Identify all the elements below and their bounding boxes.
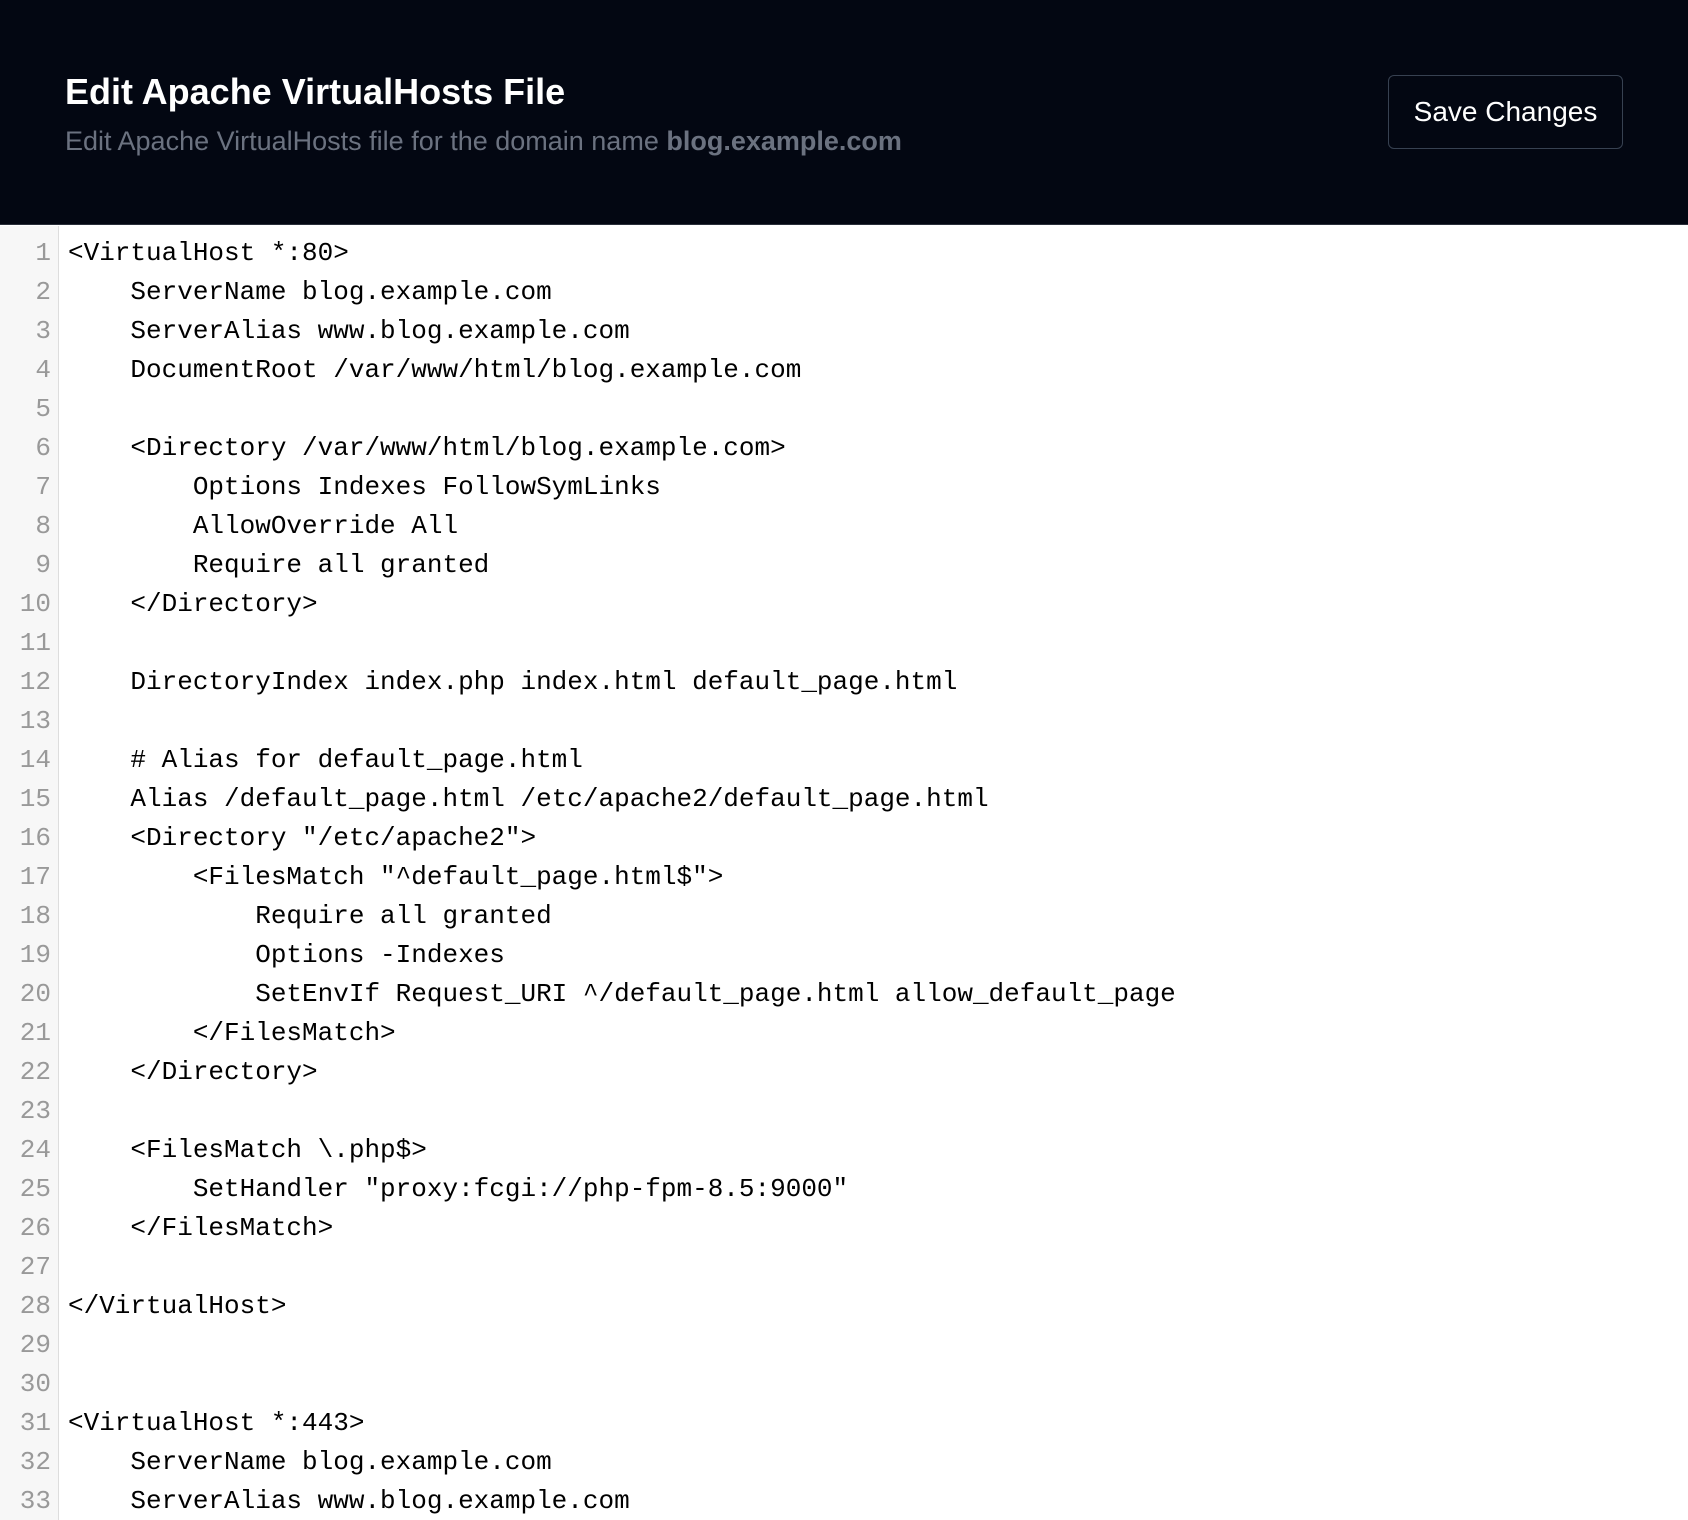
code-line[interactable]: [0, 1092, 1688, 1131]
code-line[interactable]: [0, 1248, 1688, 1287]
line-text[interactable]: Require all granted: [68, 901, 552, 931]
code-line[interactable]: [0, 819, 1688, 858]
line-number: 6: [35, 433, 51, 463]
line-text[interactable]: SetHandler "proxy:fcgi://php-fpm-8.5:9000": [68, 1174, 849, 1204]
line-text[interactable]: Options Indexes FollowSymLinks: [68, 472, 661, 502]
line-number: 31: [19, 1408, 51, 1438]
code-line[interactable]: [0, 936, 1688, 975]
line-number: 30: [19, 1369, 51, 1399]
page-header: [0, 0, 1688, 225]
line-number: 28: [19, 1291, 51, 1321]
line-number: 22: [19, 1057, 51, 1087]
code-line[interactable]: [0, 468, 1688, 507]
line-text[interactable]: Options -Indexes: [68, 940, 505, 970]
line-text[interactable]: ServerAlias www.blog.example.com: [68, 316, 630, 346]
line-text[interactable]: <VirtualHost *:443>: [68, 1408, 365, 1438]
subtitle-text: Edit Apache VirtualHosts file for the domain name: [65, 126, 667, 156]
code-line[interactable]: [0, 234, 1688, 273]
code-line[interactable]: [0, 975, 1688, 1014]
line-text[interactable]: </FilesMatch>: [68, 1213, 334, 1243]
line-text[interactable]: DirectoryIndex index.php index.html default_page.html: [68, 667, 958, 697]
line-text[interactable]: </VirtualHost>: [68, 1291, 287, 1321]
code-line[interactable]: [0, 1287, 1688, 1326]
code-line[interactable]: [0, 429, 1688, 468]
line-number: 7: [35, 472, 51, 502]
line-number: 23: [19, 1096, 51, 1126]
line-number: 18: [19, 901, 51, 931]
line-number: 17: [19, 862, 51, 892]
line-text[interactable]: <FilesMatch \.php$>: [68, 1135, 427, 1165]
code-line[interactable]: [0, 897, 1688, 936]
line-text[interactable]: SetEnvIf Request_URI ^/default_page.html allow_default_page: [68, 979, 1176, 1009]
line-text[interactable]: </FilesMatch>: [68, 1018, 396, 1048]
save-changes-button[interactable]: Save Changes: [1388, 75, 1623, 149]
code-line[interactable]: [0, 1482, 1688, 1520]
line-number: 25: [19, 1174, 51, 1204]
code-line[interactable]: [0, 780, 1688, 819]
line-text[interactable]: ServerAlias www.blog.example.com: [68, 1486, 630, 1516]
code-lines: [0, 234, 1688, 1520]
code-line[interactable]: [0, 1053, 1688, 1092]
line-text[interactable]: Alias /default_page.html /etc/apache2/default_page.html: [68, 784, 989, 814]
line-number: 4: [35, 355, 51, 385]
line-text[interactable]: DocumentRoot /var/www/html/blog.example.com: [68, 355, 802, 385]
code-line[interactable]: [0, 1326, 1688, 1365]
line-text[interactable]: <VirtualHost *:80>: [68, 238, 349, 268]
code-line[interactable]: [0, 546, 1688, 585]
line-number: 33: [19, 1486, 51, 1516]
code-line[interactable]: [0, 1014, 1688, 1053]
line-text[interactable]: # Alias for default_page.html: [68, 745, 583, 775]
line-number: 19: [19, 940, 51, 970]
code-line[interactable]: [0, 1404, 1688, 1443]
code-line[interactable]: [0, 702, 1688, 741]
line-text[interactable]: <Directory /var/www/html/blog.example.com>: [68, 433, 786, 463]
line-number: 11: [19, 628, 51, 658]
line-text[interactable]: <Directory "/etc/apache2">: [68, 823, 537, 853]
line-number: 9: [35, 550, 51, 580]
code-line[interactable]: [0, 585, 1688, 624]
domain-name: blog.example.com: [666, 126, 902, 156]
code-editor[interactable]: [0, 226, 1688, 1520]
code-line[interactable]: [0, 663, 1688, 702]
code-line[interactable]: [0, 273, 1688, 312]
line-number: 26: [19, 1213, 51, 1243]
line-number: 3: [35, 316, 51, 346]
code-line[interactable]: [0, 858, 1688, 897]
line-text[interactable]: ServerName blog.example.com: [68, 1447, 552, 1477]
line-number: 2: [35, 277, 51, 307]
line-text[interactable]: </Directory>: [68, 1057, 318, 1087]
code-line[interactable]: [0, 507, 1688, 546]
line-number: 16: [19, 823, 51, 853]
code-line[interactable]: [0, 1170, 1688, 1209]
line-number: 32: [19, 1447, 51, 1477]
line-number: 27: [19, 1252, 51, 1282]
line-number: 10: [19, 589, 51, 619]
code-line[interactable]: [0, 741, 1688, 780]
code-line[interactable]: [0, 1131, 1688, 1170]
code-line[interactable]: [0, 1209, 1688, 1248]
line-text[interactable]: AllowOverride All: [68, 511, 459, 541]
line-number: 8: [35, 511, 51, 541]
line-number: 13: [19, 706, 51, 736]
code-line[interactable]: [0, 1443, 1688, 1482]
code-line[interactable]: [0, 312, 1688, 351]
page-subtitle: [65, 123, 902, 159]
line-text[interactable]: ServerName blog.example.com: [68, 277, 552, 307]
line-number: 14: [19, 745, 51, 775]
line-number: 15: [19, 784, 51, 814]
line-number: 29: [19, 1330, 51, 1360]
code-line[interactable]: [0, 1365, 1688, 1404]
line-number: 1: [35, 238, 51, 268]
line-number: 20: [19, 979, 51, 1009]
page-title: Edit Apache VirtualHosts File: [65, 71, 566, 112]
line-text[interactable]: Require all granted: [68, 550, 490, 580]
code-line[interactable]: [0, 390, 1688, 429]
line-number: 12: [19, 667, 51, 697]
line-number: 21: [19, 1018, 51, 1048]
line-text[interactable]: </Directory>: [68, 589, 318, 619]
line-number: 24: [19, 1135, 51, 1165]
code-line[interactable]: [0, 624, 1688, 663]
line-text[interactable]: <FilesMatch "^default_page.html$">: [68, 862, 724, 892]
code-line[interactable]: [0, 351, 1688, 390]
line-number: 5: [35, 394, 51, 424]
